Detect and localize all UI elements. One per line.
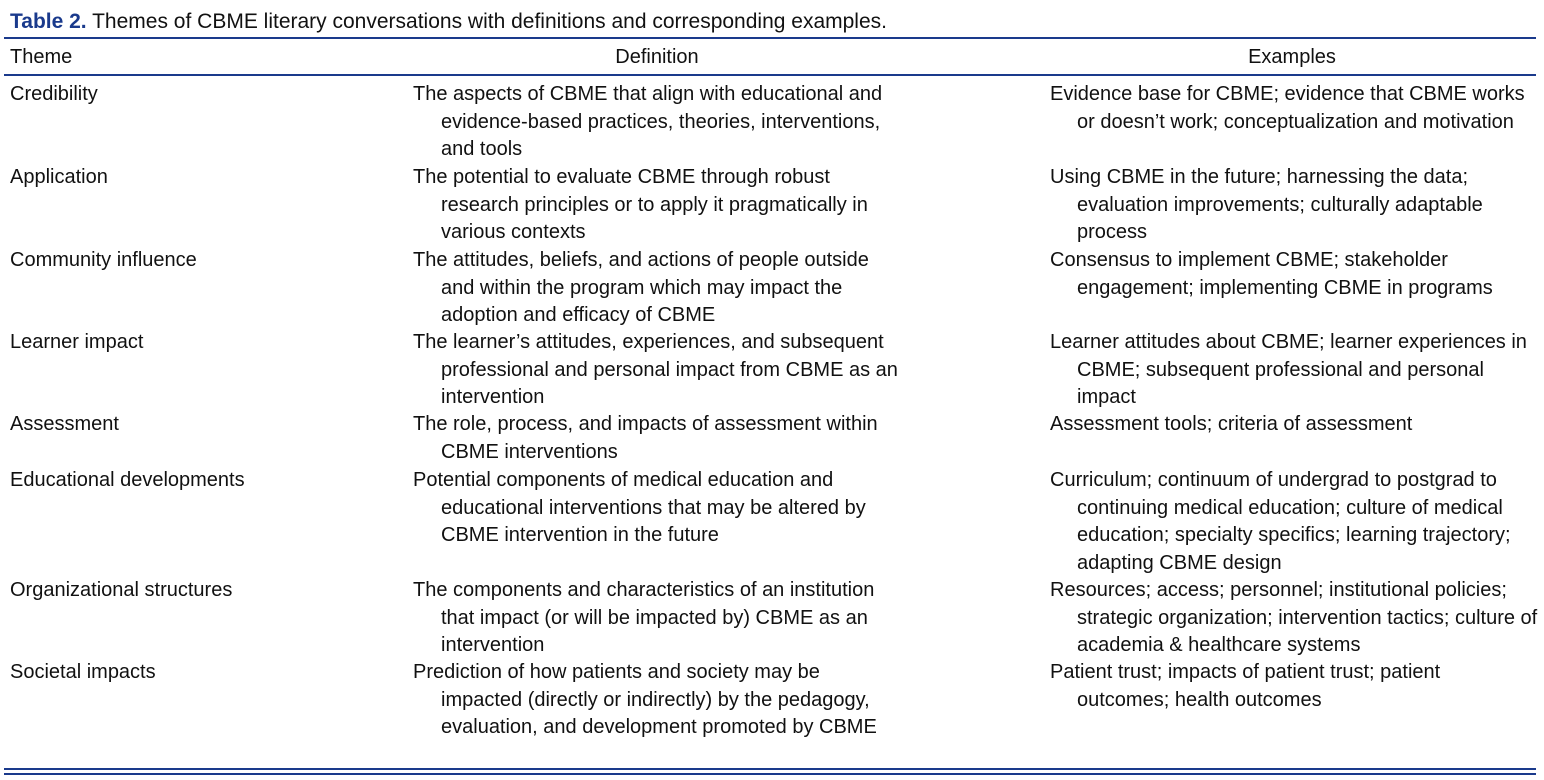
table-bottom-rule	[4, 773, 1536, 775]
definition-cell: The potential to evaluate CBME through robust research principles or to apply it pragmatically in various contexts	[413, 166, 868, 243]
table-bottom-rule	[4, 768, 1536, 770]
examples-cell: Consensus to implement CBME; stakeholder engagement; implementing CBME in programs	[1050, 249, 1493, 299]
header-rule	[4, 74, 1536, 76]
examples-cell: Assessment tools; criteria of assessment	[1050, 413, 1413, 435]
examples-cell: Using CBME in the future; harnessing the data; evaluation improvements; culturally adaptable process	[1050, 166, 1483, 243]
header-theme: Theme	[10, 46, 73, 68]
definition-cell: The learner’s attitudes, experiences, and subsequent professional and personal impact from CBME as an intervention	[413, 331, 898, 408]
examples-cell: Learner attitudes about CBME; learner experiences in CBME; subsequent professional and personal impact	[1050, 331, 1527, 408]
definition-cell: The attitudes, beliefs, and actions of people outside and within the program which may impact the adoption and efficacy of CBME	[413, 249, 869, 326]
theme-cell: Credibility	[10, 83, 98, 105]
table-label: Table 2.	[10, 10, 87, 33]
header-definition: Definition	[615, 46, 699, 68]
theme-cell: Societal impacts	[10, 661, 156, 683]
definition-cell: The role, process, and impacts of assessment within CBME interventions	[413, 413, 878, 463]
header-examples: Examples	[1248, 46, 1336, 68]
definition-cell: The aspects of CBME that align with educational and evidence-based practices, theories, interventions, and tools	[413, 83, 883, 160]
theme-cell: Assessment	[10, 413, 119, 435]
examples-cell: Evidence base for CBME; evidence that CBME works or doesn’t work; conceptualization and motivation	[1050, 83, 1525, 133]
table-caption	[10, 8, 887, 36]
table-caption-text: Themes of CBME literary conversations with definitions and corresponding examples.	[92, 10, 887, 33]
definition-cell: Potential components of medical education and educational interventions that may be altered by CBME intervention in the future	[413, 469, 866, 546]
examples-cell: Patient trust; impacts of patient trust; patient outcomes; health outcomes	[1050, 661, 1441, 711]
definition-cell: Prediction of how patients and society may be impacted (directly or indirectly) by the pedagogy, evaluation, and development promoted by CBME	[413, 661, 877, 738]
examples-cell: Resources; access; personnel; institutional policies; strategic organization; intervention tactics; culture of academia & healthcare systems	[1050, 579, 1538, 656]
table-top-rule	[4, 37, 1536, 39]
theme-cell: Application	[10, 166, 108, 188]
theme-cell: Educational developments	[10, 469, 245, 491]
examples-cell: Curriculum; continuum of undergrad to postgrad to continuing medical education; culture of medical education; specialty specifics; learning trajectory; adapting CBME design	[1050, 469, 1511, 574]
theme-cell: Learner impact	[10, 331, 144, 353]
theme-cell: Community influence	[10, 249, 197, 271]
theme-cell: Organizational structures	[10, 579, 233, 601]
definition-cell: The components and characteristics of an institution that impact (or will be impacted by) CBME as an intervention	[413, 579, 875, 656]
